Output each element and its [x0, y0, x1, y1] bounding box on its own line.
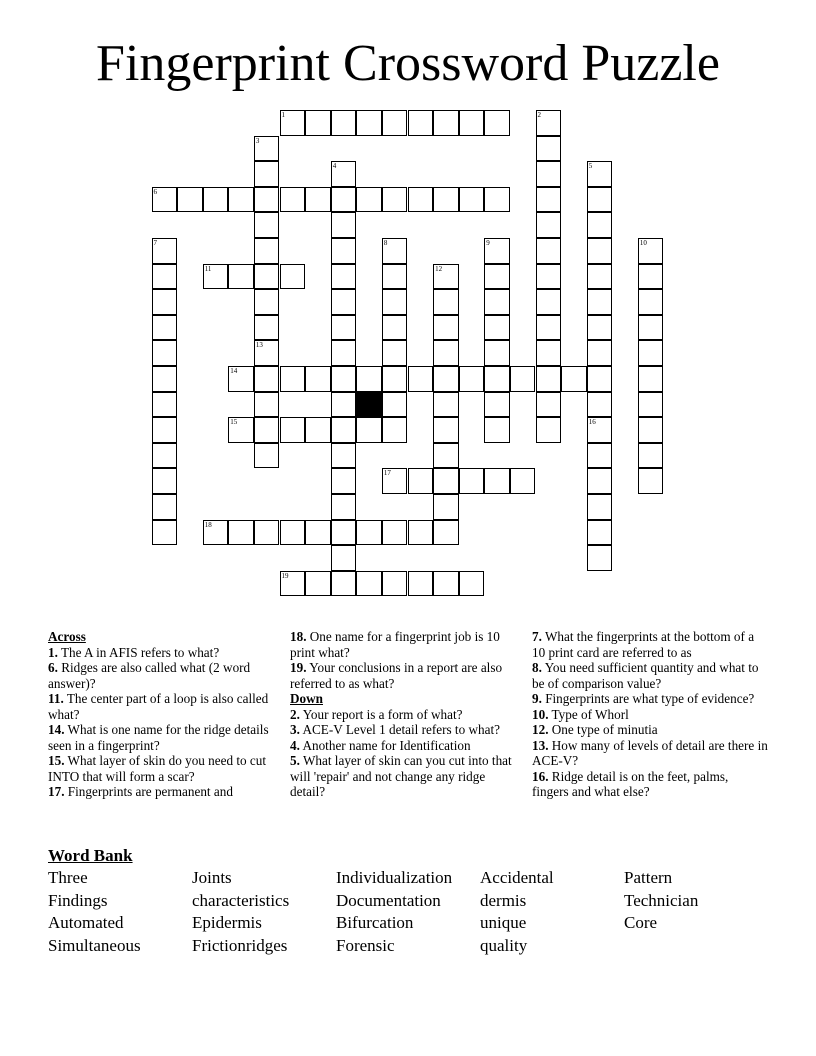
clue-item [290, 722, 520, 738]
clue-number: 3 [255, 136, 260, 145]
grid-cell[interactable] [408, 571, 434, 597]
grid-cell[interactable] [382, 315, 408, 341]
grid-cell[interactable] [587, 212, 613, 238]
clue-item [532, 707, 768, 723]
clue-item [532, 738, 768, 769]
grid-cell[interactable] [638, 340, 664, 366]
clue-item-number: 18. [290, 629, 307, 644]
grid-cell[interactable] [382, 110, 408, 136]
grid-cell[interactable] [331, 571, 357, 597]
clue-item-text: Your conclusions in a report are also referred to as what? [290, 660, 503, 691]
clue-item-text: ACE-V Level 1 detail refers to what? [302, 722, 500, 737]
grid-cell[interactable] [536, 417, 562, 443]
grid-cell[interactable] [536, 289, 562, 315]
grid-cell[interactable] [536, 264, 562, 290]
grid-cell[interactable] [484, 289, 510, 315]
clue-item-number: 6. [48, 660, 58, 675]
grid-cell[interactable] [331, 212, 357, 238]
grid-cell[interactable] [254, 366, 280, 392]
grid-cell[interactable] [382, 392, 408, 418]
grid-cell[interactable] [305, 571, 331, 597]
clue-item [290, 738, 520, 754]
word-bank-word: Documentation [336, 890, 441, 910]
clue-item-number: 17. [48, 784, 65, 799]
clue-number: 15 [230, 418, 238, 427]
clue-number: 7 [153, 239, 157, 247]
clue-number: 10 [639, 239, 647, 247]
grid-cell[interactable] [152, 315, 178, 341]
grid-cell[interactable] [280, 520, 306, 546]
grid-cell[interactable] [331, 187, 357, 213]
clue-item-text: One type of minutia [551, 722, 658, 737]
word-bank [48, 867, 788, 958]
clue-item-text: Fingerprints are what type of evidence? [545, 691, 755, 706]
clue-item-number: 7. [532, 629, 542, 644]
grid-cell[interactable] [254, 264, 280, 290]
clue-number: 6 [153, 187, 157, 196]
clue-number: 16 [588, 418, 596, 427]
grid-cell[interactable] [254, 417, 280, 443]
grid-cell[interactable] [331, 315, 357, 341]
word-bank-title: Word Bank [48, 846, 133, 865]
grid-cell[interactable] [408, 520, 434, 546]
clue-item [48, 753, 274, 784]
grid-cell[interactable] [382, 289, 408, 315]
grid-cell[interactable] [561, 366, 587, 392]
clue-number: 12 [435, 264, 443, 273]
clue-item-number: 19. [290, 660, 307, 675]
grid-cell[interactable] [433, 392, 459, 418]
word-bank-word: Findings [48, 890, 108, 910]
grid-cell[interactable] [254, 289, 280, 315]
word-bank-row [48, 912, 788, 935]
word-bank-word: characteristics [192, 890, 290, 910]
grid-cell[interactable] [254, 187, 280, 213]
grid-cell[interactable] [638, 443, 664, 469]
grid-cell[interactable] [331, 289, 357, 315]
clue-item [48, 784, 274, 800]
clue-number: 13 [255, 341, 263, 350]
grid-cell[interactable] [254, 161, 280, 187]
grid-cell[interactable] [587, 443, 613, 469]
grid-cell[interactable] [254, 238, 280, 264]
grid-cell[interactable] [408, 187, 434, 213]
grid-cell[interactable] [228, 187, 254, 213]
word-bank-row [48, 890, 788, 913]
clue-item-number: 10. [532, 706, 549, 722]
grid-cell[interactable] [536, 212, 562, 238]
clue-item-number: 2. [290, 706, 300, 722]
grid-cell[interactable] [433, 340, 459, 366]
grid-cell[interactable] [331, 545, 357, 571]
grid-cell[interactable] [587, 289, 613, 315]
grid-cell[interactable] [433, 187, 459, 213]
grid-cell[interactable] [305, 187, 331, 213]
word-bank-word: Three [48, 868, 88, 887]
clue-item [532, 722, 768, 738]
grid-cell[interactable] [331, 238, 357, 264]
word-bank-word: Individualization [336, 868, 453, 887]
clue-item [48, 660, 274, 691]
grid-cell[interactable] [177, 187, 203, 213]
grid-cell[interactable] [152, 392, 178, 418]
grid-cell[interactable] [280, 417, 306, 443]
word-bank-word: Pattern [624, 868, 673, 887]
grid-cell[interactable] [433, 494, 459, 520]
word-bank-word: Technician [624, 890, 699, 910]
grid-cell[interactable] [484, 340, 510, 366]
grid-cell[interactable] [587, 187, 613, 213]
grid-cell[interactable] [433, 289, 459, 315]
grid-cell[interactable] [587, 366, 613, 392]
clue-item-text: Type of Whorl [551, 706, 629, 722]
grid-cell[interactable] [536, 238, 562, 264]
clue-item [532, 769, 768, 800]
clue-item [48, 691, 274, 722]
grid-cell[interactable] [228, 520, 254, 546]
grid-cell[interactable] [280, 264, 306, 290]
clue-number: 9 [486, 239, 490, 247]
word-bank-word: Core [624, 913, 658, 933]
grid-cell[interactable] [305, 417, 331, 443]
grid-cell[interactable] [433, 315, 459, 341]
clue-item-text: You need sufficient quantity and what to be of comparison value? [532, 660, 759, 691]
grid-cell[interactable] [510, 366, 536, 392]
grid-cell[interactable] [433, 366, 459, 392]
grid-cell[interactable] [331, 417, 357, 443]
grid-cell[interactable] [331, 494, 357, 520]
word-bank-word: Accidental [480, 868, 554, 887]
grid-cell[interactable] [433, 468, 459, 494]
grid-cell[interactable] [356, 520, 382, 546]
clue-item-text: What layer of skin can you cut into that will 'repair' and not change any ridge detail? [290, 753, 512, 799]
clues-column-2 [290, 629, 520, 800]
grid-cell[interactable] [254, 443, 280, 469]
word-bank-word: quality [480, 936, 528, 956]
clues-column-3 [532, 629, 768, 800]
grid-cell[interactable] [382, 571, 408, 597]
clue-item [48, 645, 274, 661]
clue-item-number: 3. [290, 722, 300, 737]
grid-cell[interactable] [152, 366, 178, 392]
grid-cell[interactable] [433, 110, 459, 136]
grid-cell[interactable] [587, 315, 613, 341]
grid-cell[interactable] [356, 366, 382, 392]
clue-item-text: What the fingerprints at the bottom of a 10 print card are referred to as [532, 629, 755, 660]
grid-cell[interactable] [331, 366, 357, 392]
clue-item-text: Fingerprints are permanent and [67, 784, 233, 799]
grid-cell[interactable] [152, 340, 178, 366]
clue-item-number: 13. [532, 737, 549, 753]
grid-cell[interactable] [536, 340, 562, 366]
grid-cell[interactable] [587, 340, 613, 366]
grid-cell[interactable] [587, 238, 613, 264]
grid-cell[interactable] [536, 136, 562, 162]
clue-item-text: Ridge detail is on the feet, palms, fingers and what else? [532, 768, 729, 799]
clue-item-number: 16. [532, 768, 549, 784]
clue-item-number: 9. [532, 691, 542, 706]
grid-cell[interactable] [587, 468, 613, 494]
across-heading: Across [48, 629, 86, 644]
grid-cell[interactable] [305, 520, 331, 546]
word-bank-word [624, 935, 768, 958]
clue-number: 11 [204, 264, 212, 273]
clue-number: 18 [204, 520, 212, 529]
grid-cell[interactable] [587, 520, 613, 546]
grid-cell[interactable] [382, 264, 408, 290]
clue-number: 2 [537, 111, 541, 119]
clue-item-text: What is one name for the ridge details seen in a fingerprint? [48, 722, 269, 753]
grid-cell[interactable] [152, 494, 178, 520]
grid-cell[interactable] [382, 520, 408, 546]
clue-item-text: How many of levels of detail are there in ACE-V? [532, 737, 768, 768]
grid-cell[interactable] [203, 187, 229, 213]
grid-cell[interactable] [638, 392, 664, 418]
grid-cell[interactable] [408, 110, 434, 136]
clue-item [48, 722, 274, 753]
clue-number: 4 [332, 162, 337, 171]
clue-item-number: 14. [48, 722, 65, 737]
clues-column-1 [48, 629, 274, 800]
grid-cell[interactable] [356, 110, 382, 136]
clue-number: 17 [383, 469, 391, 478]
clue-number: 1 [281, 111, 285, 119]
grid-cell[interactable] [484, 366, 510, 392]
clue-item-number: 8. [532, 660, 542, 675]
clue-item [532, 660, 768, 691]
grid-cell[interactable] [408, 366, 434, 392]
grid-cell[interactable] [484, 110, 510, 136]
grid-cell[interactable] [536, 187, 562, 213]
word-bank-word: Epidermis [192, 913, 262, 933]
word-bank-row [48, 935, 788, 958]
grid-cell[interactable] [254, 392, 280, 418]
clue-number: 14 [230, 367, 238, 375]
clue-item-number: 4. [290, 737, 300, 753]
grid-cell[interactable] [536, 366, 562, 392]
word-bank-word: Simultaneous [48, 936, 141, 956]
grid-cell[interactable] [228, 264, 254, 290]
grid-cell[interactable] [254, 315, 280, 341]
grid-cell[interactable] [331, 340, 357, 366]
page-title: Fingerprint Crossword Puzzle [96, 35, 720, 92]
clue-item [290, 707, 520, 723]
grid-cell[interactable] [510, 468, 536, 494]
grid-cell[interactable] [152, 289, 178, 315]
grid-cell[interactable] [587, 494, 613, 520]
grid-cell[interactable] [382, 340, 408, 366]
clue-item [290, 753, 520, 800]
grid-cell[interactable] [331, 110, 357, 136]
grid-cell[interactable] [536, 161, 562, 187]
clue-item [532, 629, 768, 660]
grid-cell[interactable] [356, 417, 382, 443]
grid-cell[interactable] [638, 264, 664, 290]
grid-cell[interactable] [587, 545, 613, 571]
grid-cell[interactable] [587, 264, 613, 290]
grid-cell[interactable] [638, 468, 664, 494]
grid-cell[interactable] [408, 468, 434, 494]
grid-cell[interactable] [484, 468, 510, 494]
clue-item-text: Another name for Identification [302, 737, 471, 753]
grid-cell[interactable] [484, 417, 510, 443]
grid-cell[interactable] [254, 520, 280, 546]
grid-cell[interactable] [331, 468, 357, 494]
clue-number: 8 [383, 239, 388, 247]
grid-cell[interactable] [331, 392, 357, 418]
clue-item-text: Ridges are also called what (2 word answer)? [48, 660, 251, 691]
grid-cell[interactable] [459, 366, 485, 392]
grid-cell[interactable] [484, 315, 510, 341]
grid-cell[interactable] [459, 187, 485, 213]
clue-item-number: 5. [290, 753, 300, 768]
grid-cell[interactable] [305, 366, 331, 392]
grid-cell[interactable] [280, 187, 306, 213]
grid-cell[interactable] [280, 366, 306, 392]
grid-cell[interactable] [638, 315, 664, 341]
word-bank-word: dermis [480, 890, 527, 910]
grid-cell[interactable] [536, 315, 562, 341]
grid-cell[interactable] [356, 187, 382, 213]
grid-cell[interactable] [331, 443, 357, 469]
grid-cell[interactable] [433, 520, 459, 546]
grid-cell[interactable] [638, 366, 664, 392]
clue-item-text: One name for a fingerprint job is 10 print what? [290, 629, 500, 660]
grid-cell[interactable] [152, 468, 178, 494]
grid-cell[interactable] [331, 520, 357, 546]
grid-cell[interactable] [305, 110, 331, 136]
grid-cell[interactable] [459, 110, 485, 136]
grid-cell[interactable] [484, 187, 510, 213]
grid-cell[interactable] [536, 392, 562, 418]
clue-item-text: The A in AFIS refers to what? [60, 644, 220, 660]
grid-cell[interactable] [382, 187, 408, 213]
grid-cell[interactable] [433, 417, 459, 443]
grid-cell[interactable] [484, 392, 510, 418]
grid-cell[interactable] [152, 264, 178, 290]
grid-cell[interactable] [459, 468, 485, 494]
grid-cell[interactable] [638, 417, 664, 443]
word-bank-word: Frictionridges [192, 936, 288, 956]
down-heading: Down [290, 691, 323, 706]
grid-cell[interactable] [382, 366, 408, 392]
grid-cell[interactable] [638, 289, 664, 315]
grid-cell[interactable] [587, 392, 613, 418]
word-bank-word: unique [480, 913, 527, 933]
grid-cell[interactable] [152, 417, 178, 443]
grid-cell[interactable] [433, 571, 459, 597]
clue-item-number: 12. [532, 722, 549, 737]
grid-cell[interactable] [433, 443, 459, 469]
word-bank-word: Forensic [336, 936, 395, 956]
clue-item-number: 15. [48, 753, 65, 768]
clue-item-text: The center part of a loop is also called what? [48, 691, 269, 722]
grid-cell[interactable] [152, 520, 178, 546]
word-bank-word: Joints [192, 868, 232, 887]
clue-item-text: What layer of skin do you need to cut INTO that will form a scar? [48, 753, 267, 784]
grid-cell[interactable] [382, 417, 408, 443]
clue-item [290, 660, 520, 691]
grid-cell[interactable] [254, 212, 280, 238]
grid-cell[interactable] [484, 264, 510, 290]
grid-cell[interactable] [356, 392, 382, 418]
word-bank-word: Bifurcation [336, 913, 414, 933]
word-bank-word: Automated [48, 913, 124, 933]
grid-cell[interactable] [331, 264, 357, 290]
grid-cell[interactable] [152, 443, 178, 469]
clue-number: 5 [588, 162, 593, 171]
clue-number: 19 [281, 571, 289, 580]
grid-cell[interactable] [459, 571, 485, 597]
grid-cell[interactable] [356, 571, 382, 597]
clue-item-text: Your report is a form of what? [302, 706, 463, 722]
clue-item [290, 629, 520, 660]
clue-item [532, 691, 768, 707]
word-bank-row [48, 867, 788, 890]
clue-item-number: 1. [48, 644, 58, 660]
clue-item-number: 11. [48, 691, 64, 706]
